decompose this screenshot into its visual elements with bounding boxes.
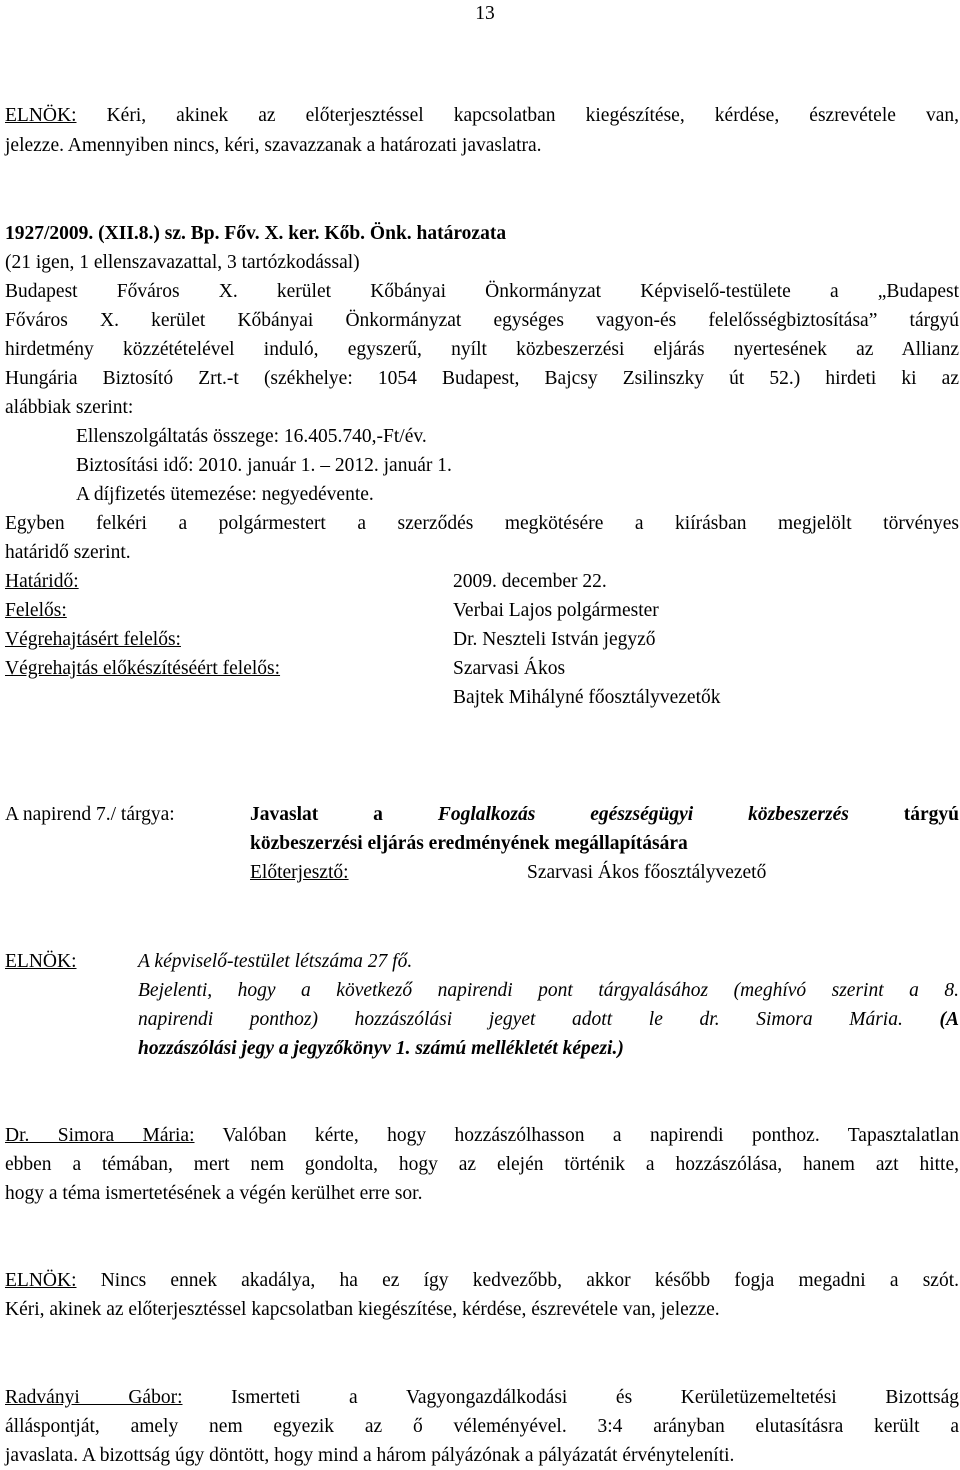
simora-line-2: ebben a témában, mert nem gondolta, hogy az elején történik a hozzászólása, hanem azt hitte, [5,1154,959,1175]
resolution-text-line: Főváros X. kerület Kőbányai Önkormányzat egységes vagyon-és felelősségbiztosítása” tárgyú [5,310,959,331]
agenda-title-line-1: Javaslat a Foglalkozás egészségügyi közbeszerzés tárgyú [250,804,960,825]
resolution-text-line: Budapest Főváros X. kerület Kőbányai Önkormányzat Képviselő-testülete a „Budapest [5,281,959,302]
deadline-value: 2009. december 22. [453,571,607,592]
radvanyi-line-3: javaslata. A bizottság úgy döntött, hogy mind a három pályázónak a pályázatát érvényteleníti. [5,1445,735,1466]
agenda-title-line-2: közbeszerzési eljárás eredményének megállapítására [250,833,688,854]
agenda-label: A napirend 7./ tárgya: [5,804,175,825]
elnok2-line-1: ELNÖK: Nincs ennek akadálya, ha ez így kedvezőbb, akkor később fogja megadni a szót. [5,1270,959,1291]
elnok-italic-line-1: A képviselő-testület létszáma 27 fő. [138,951,413,972]
elnok-paragraph-line-1: ELNÖK: Kéri, akinek az előterjesztéssel kapcsolatban kiegészítése, kérdése, észrevétele van, [5,105,959,126]
resolution-more-line: határidő szerint. [5,542,131,563]
responsible-value: Verbai Lajos polgármester [453,600,659,621]
page-number: 13 [475,3,495,24]
presenter-value: Szarvasi Ákos főosztályvezető [527,862,767,883]
speaker-elnok: ELNÖK: [5,1270,77,1291]
exec-value: Dr. Neszteli István jegyző [453,629,656,650]
elnok-paragraph-line-2: jelezze. Amennyiben nincs, kéri, szavazzanak a határozati javaslatra. [5,135,542,156]
speaker-radvanyi: Radványi Gábor: [5,1387,183,1408]
resolution-text-line: hirdetmény közzétételével induló, egyszerű, nyílt közbeszerzési eljárás nyertesének az Allianz [5,339,959,360]
simora-line-3: hogy a téma ismertetésének a végén kerülhet erre sor. [5,1183,423,1204]
resolution-detail-schedule: A díjfizetés ütemezése: negyedévente. [76,484,374,505]
resolution-more-line: Egyben felkéri a polgármestert a szerződés megkötésére a kiírásban megjelölt törvényes [5,513,959,534]
elnok-italic-line-4: hozzászólási jegy a jegyzőkönyv 1. számú mellékletét képezi.) [138,1038,624,1059]
elnok2-line-2: Kéri, akinek az előterjesztéssel kapcsolatban kiegészítése, kérdése, észrevétele van, jelezze. [5,1299,720,1320]
prep-value-1: Szarvasi Ákos [453,658,566,679]
radvanyi-line-2: álláspontját, amely nem egyezik az ő véleményével. 3:4 arányban elutasításra került a [5,1416,959,1437]
simora-line-1: Dr. Simora Mária: Valóban kérte, hogy hozzászólhasson a napirendi ponthoz. Tapasztalatlan [5,1125,959,1146]
resolution-detail-period: Biztosítási idő: 2010. január 1. – 2012. január 1. [76,455,452,476]
deadline-label: Határidő: [5,571,79,592]
resolution-detail-fee: Ellenszolgáltatás összege: 16.405.740,-Ft/év. [76,426,427,447]
resolution-heading: 1927/2009. (XII.8.) sz. Bp. Főv. X. ker. Kőb. Önk. határozata [5,223,507,244]
agenda-title-italic: Foglalkozás egészségügyi közbeszerzés [437,804,849,825]
prep-label: Végrehajtás előkészítéséért felelős: [5,658,281,679]
speaker-simora: Dr. Simora Mária: [5,1125,195,1146]
resolution-votes: (21 igen, 1 ellenszavazattal, 3 tartózkodással) [5,252,360,273]
elnok-italic-line-3: napirendi ponthoz) hozzászólási jegyet adott le dr. Simora Mária. (A [138,1009,960,1030]
resolution-text-line: Hungária Biztosító Zrt.-t (székhelye: 1054 Budapest, Bajcsy Zsilinszky út 52.) hirdeti ki az [5,368,959,389]
resolution-text-line: alábbiak szerint: [5,397,134,418]
speaker-elnok: ELNÖK: [5,951,77,972]
radvanyi-line-1: Radványi Gábor: Ismerteti a Vagyongazdálkodási és Kerületüzemeltetési Bizottság [5,1387,959,1408]
prep-value-2: Bajtek Mihályné főosztályvezetők [453,687,721,708]
exec-label: Végrehajtásért felelős: [5,629,181,650]
responsible-label: Felelős: [5,600,67,621]
elnok-italic-line-2: Bejelenti, hogy a következő napirendi pont tárgyalásához (meghívó szerint a 8. [138,980,959,1001]
presenter-label: Előterjesztő: [250,862,349,883]
speaker-elnok: ELNÖK: [5,105,77,126]
